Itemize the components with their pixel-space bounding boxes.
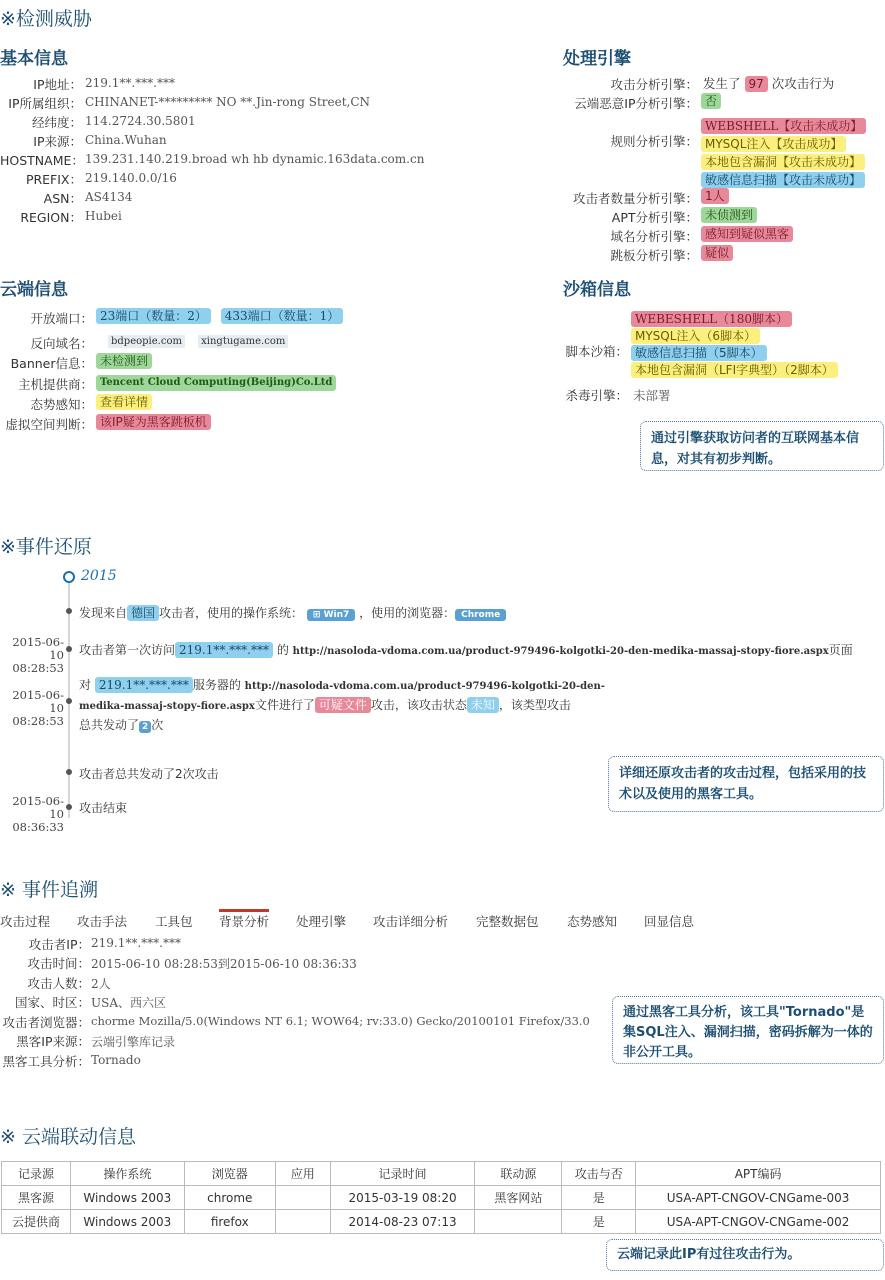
event-url: medika-massaj-stopy-fiore.aspx (79, 701, 255, 712)
table-header: 应用 (275, 1162, 330, 1186)
domain-engine-tag: 感知到疑似黑客 (701, 226, 793, 242)
trace-label: 国家、时区： (14, 995, 90, 1010)
event-time: 08:28:53 (12, 661, 64, 675)
banner-value (96, 353, 152, 369)
rule-tag: MYSQL注入【攻击成功】 (701, 136, 846, 152)
sandbox-tag: 本地包含漏洞（LFI字典型）（2脚本） (631, 362, 838, 378)
info-value: Hubei (85, 209, 122, 223)
cloud-engine-tag: 否 (701, 93, 721, 109)
rdns-label: 反向域名： (30, 336, 93, 351)
trace-value: Tornado (91, 1053, 141, 1067)
timeline-dot (66, 698, 72, 704)
sandbox-tag: 敏感信息扫描（5脚本） (631, 345, 767, 361)
country-tag: 德国 (127, 605, 159, 621)
trace-label: 攻击者IP： (28, 937, 90, 952)
attack-engine-label: 攻击分析引擎： (610, 77, 698, 92)
ip-tag: 219.1**.***.*** (175, 642, 273, 658)
event-text: 发现来自 (79, 606, 128, 620)
timeline-dot (66, 804, 72, 810)
attack-count-badge: 97 (745, 76, 768, 92)
virtual-tag: 该IP疑为黑客跳板机 (96, 414, 211, 430)
tab-attack-method[interactable]: 攻击手法 (77, 914, 128, 929)
browser-badge: Chrome (455, 609, 506, 621)
table-cell: USA-APT-CNGOV-CNGame-003 (636, 1186, 881, 1210)
tab-attack-process[interactable]: 攻击过程 (0, 914, 51, 929)
table-cell: firefox (184, 1210, 275, 1234)
timeline-start-icon (63, 571, 75, 583)
trace-value: 云端引擎库记录 (91, 1035, 176, 1049)
event-text: 的 (276, 643, 289, 657)
host-label: 主机提供商： (17, 377, 93, 392)
trace-value: 2人 (91, 977, 111, 991)
attacker-count-value (701, 188, 729, 204)
apt-engine-value (701, 207, 757, 223)
event-2-timestamp (0, 636, 64, 675)
event-text: ，该类型攻击 (498, 698, 571, 712)
event-2 (79, 641, 853, 658)
event-url: http://nasoloda-vdoma.com.ua/product-979496-kolgotki-20-den- (244, 681, 605, 692)
table-cell: 2014-08-23 07:13 (330, 1210, 475, 1234)
virtual-label: 虚拟空间判断： (5, 417, 93, 432)
event-url: http://nasoloda-vdoma.com.ua/product-979496-kolgotki-20-den-medika-massaj-stopy-fiore.aspx (292, 646, 829, 657)
table-header: 浏览器 (184, 1162, 275, 1186)
timeline-year: 2015 (81, 568, 117, 584)
banner-tag: 未检测到 (96, 353, 152, 369)
table-cell: 黑客源 (2, 1186, 71, 1210)
sandbox-tag: WEBESHELL（180脚本） (631, 311, 792, 327)
table-cell: 2015-03-19 08:20 (330, 1186, 475, 1210)
event-4: 攻击者总共发动了2次攻击 (79, 767, 219, 781)
trace-value: 2015-06-10 08:28:53到2015-06-10 08:36:33 (91, 957, 357, 971)
section-title-trace: ※ 事件追溯 (0, 879, 98, 901)
engine-note: 通过引擎获取访问者的互联网基本信息，对其有初步判断。 (640, 421, 884, 471)
table-row (2, 1210, 881, 1234)
domain-engine-value (701, 226, 793, 242)
event-text: 对 (79, 678, 92, 692)
sandbox-tag: MYSQL注入（6脚本） (631, 328, 760, 344)
table-header: 记录时间 (330, 1162, 475, 1186)
domain-engine-label: 域名分析引擎： (610, 229, 698, 244)
info-value: AS4134 (85, 190, 133, 204)
apt-engine-tag: 未侦测到 (701, 207, 757, 223)
sandbox-heading: 沙箱信息 (563, 280, 631, 300)
virtual-value (96, 414, 211, 430)
situation-label: 态势感知： (30, 397, 93, 412)
host-value (96, 374, 336, 391)
info-value: China.Wuhan (85, 133, 167, 147)
event-date: 2015-06-10 (12, 635, 64, 662)
table-cell: 云提供商 (2, 1210, 71, 1234)
tab-engine[interactable]: 处理引擎 (296, 914, 347, 929)
event-3-timestamp (0, 689, 64, 728)
jump-engine-label: 跳板分析引擎： (610, 248, 698, 263)
trace-label: 攻击人数： (27, 976, 90, 991)
table-header-row (2, 1162, 881, 1186)
event-text: 次 (151, 718, 164, 732)
event-date: 2015-06-10 (12, 794, 64, 821)
apt-engine-label: APT分析引擎： (611, 210, 698, 225)
table-cell: USA-APT-CNGOV-CNGame-002 (636, 1210, 881, 1234)
attack-engine-value (703, 74, 834, 92)
attack-text-post: 次攻击行为 (771, 76, 835, 91)
status-tag: 未知 (467, 697, 499, 713)
trace-label: 黑客工具分析： (2, 1054, 90, 1069)
script-sandbox-label: 脚本沙箱： (565, 344, 628, 359)
port-tag: 23端口（数量：2） (96, 308, 211, 324)
info-label: REGION： (20, 210, 82, 225)
attacker-count-tag: 1人 (701, 188, 729, 204)
rdns-item: bdpeopie.com (108, 335, 185, 348)
table-cell (275, 1210, 330, 1234)
timeline-dot (66, 646, 72, 652)
event-5: 攻击结束 (79, 801, 128, 815)
info-value: 114.2724.30.5801 (85, 114, 196, 128)
table-header: 攻击与否 (562, 1162, 636, 1186)
section-title-threat: ※检测威胁 (0, 8, 92, 30)
trace-note: 通过黑客工具分析，该工具"Tornado"是集SQL注入、漏洞扫描，密码拆解为一体的非公开工具。 (612, 996, 884, 1064)
event-text: ，使用的浏览器： (359, 606, 456, 620)
ports-value (96, 308, 343, 324)
section-title-cloud-link: ※ 云端联动信息 (0, 1126, 136, 1148)
situation-link[interactable]: 查看详情 (96, 394, 152, 410)
info-label: PREFIX： (25, 172, 82, 187)
info-label: 经纬度： (31, 115, 82, 130)
timeline-dot (66, 608, 72, 614)
event-time: 08:36:33 (12, 820, 64, 834)
info-value: 219.1**.***.*** (85, 76, 175, 90)
tab-background[interactable]: 背景分析 (219, 909, 269, 930)
rule-engine-tags (701, 117, 866, 189)
event-text: 攻击者第一次访问 (79, 643, 176, 657)
info-label: IP来源： (33, 134, 82, 149)
info-value: CHINANET-********* NO **.Jin-rong Street,CN (85, 95, 371, 109)
info-label: IP地址： (33, 77, 82, 92)
av-label: 杀毒引擎： (565, 388, 628, 403)
event-note: 详细还原攻击者的攻击过程，包括采用的技术以及使用的黑客工具。 (608, 756, 884, 812)
rule-engine-label: 规则分析引擎： (610, 134, 698, 149)
event-1 (79, 604, 506, 621)
windows-icon: ⊞ (312, 610, 324, 620)
cloud-link-note: 云端记录此IP有过往攻击行为。 (606, 1239, 884, 1271)
trace-value: USA、西六区 (91, 996, 167, 1010)
rule-tag: 敏感信息扫描【攻击未成功】 (701, 172, 865, 188)
trace-label: 攻击者浏览器： (2, 1015, 90, 1030)
os-badge (307, 609, 355, 621)
rdns-item: xingtugame.com (198, 335, 288, 348)
event-text: 总共发动了 (79, 718, 140, 732)
table-header: 记录源 (2, 1162, 71, 1186)
event-text: 页面 (828, 643, 853, 657)
event-text: 服务器的 (192, 678, 241, 692)
banner-label: Banner信息： (10, 356, 93, 371)
jump-engine-value (701, 245, 733, 261)
cloud-info-heading: 云端信息 (0, 280, 68, 300)
info-label: ASN： (43, 191, 82, 206)
av-value: 未部署 (633, 388, 671, 403)
info-label: IP所属组织： (8, 96, 82, 111)
attack-text-pre: 发生了 (703, 76, 741, 91)
trace-value: chorme Mozilla/5.0(Windows NT 6.1; WOW64; rv:33.0) Gecko/20100101 Firefox/33.0 (91, 1014, 590, 1028)
event-time: 08:28:53 (12, 714, 64, 728)
jump-engine-tag: 疑似 (701, 245, 733, 261)
situation-value[interactable] (96, 394, 152, 410)
trace-value: 219.1**.***.*** (91, 936, 181, 950)
ports-label: 开放端口： (30, 311, 93, 326)
basic-info-heading: 基本信息 (0, 49, 68, 69)
event-date: 2015-06-10 (12, 688, 64, 715)
table-cell: 是 (562, 1210, 636, 1234)
tab-situation[interactable]: 态势感知 (567, 914, 618, 929)
trace-label: 攻击时间： (27, 956, 90, 971)
table-cell: Windows 2003 (70, 1186, 184, 1210)
port-tag: 433端口（数量：1） (221, 308, 344, 324)
event-3 (79, 676, 605, 734)
event-text: 文件进行了 (254, 698, 315, 712)
table-header: APT编码 (636, 1162, 881, 1186)
section-title-event: ※事件还原 (0, 536, 92, 558)
cloud-engine-label: 云端恶意IP分析引擎： (574, 96, 698, 111)
table-cell (475, 1210, 562, 1234)
rule-tag: 本地包含漏洞【攻击未成功】 (701, 154, 865, 170)
event-text: 攻击者，使用的操作系统： (159, 606, 304, 620)
file-tag: 可疑文件 (315, 697, 371, 713)
attacker-count-label: 攻击者数量分析引擎： (572, 191, 698, 206)
host-tag: Tencent Cloud Computing(Beijing)Co.Ltd (96, 375, 336, 391)
info-label: HOSTNAME： (0, 153, 84, 168)
table-cell: chrome (184, 1186, 275, 1210)
table-header: 操作系统 (70, 1162, 184, 1186)
timeline-dot (66, 769, 72, 775)
os-badge-label: Win7 (323, 610, 350, 620)
tab-attack-detail[interactable]: 攻击详细分析 (373, 914, 449, 929)
event-text: 攻击，该攻击状态 (370, 698, 467, 712)
engine-heading: 处理引擎 (563, 49, 631, 69)
ip-tag: 219.1**.***.*** (95, 677, 193, 693)
trace-label: 黑客IP来源： (16, 1034, 90, 1049)
tab-packet[interactable]: 完整数据包 (476, 914, 539, 929)
table-cell: Windows 2003 (70, 1210, 184, 1234)
table-cell: 是 (562, 1186, 636, 1210)
cloud-engine-value (701, 93, 721, 109)
cloud-link-table (1, 1161, 881, 1234)
count-badge: 2 (139, 721, 151, 733)
rule-tag: WEBSHELL【攻击未成功】 (701, 118, 866, 134)
event-5-timestamp (0, 795, 64, 834)
tab-echo[interactable]: 回显信息 (644, 914, 695, 929)
tab-toolkit[interactable]: 工具包 (155, 914, 193, 929)
rdns-value (108, 336, 288, 347)
info-value: 139.231.140.219.broad wh hb dynamic.163data.com.cn (85, 152, 425, 166)
script-sandbox-tags (631, 311, 838, 379)
table-cell (275, 1186, 330, 1210)
info-value: 219.140.0.0/16 (85, 171, 177, 185)
table-header: 联动源 (475, 1162, 562, 1186)
table-cell: 黑客网站 (475, 1186, 562, 1210)
table-row (2, 1186, 881, 1210)
